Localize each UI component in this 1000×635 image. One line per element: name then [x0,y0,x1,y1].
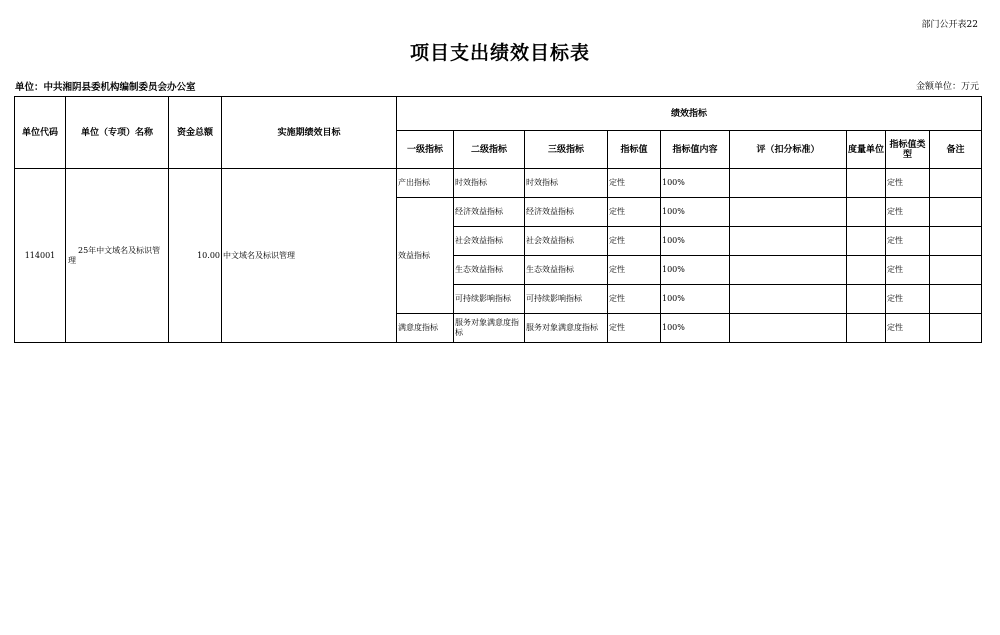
value-cell: 定性 [608,169,661,198]
header-total-funds: 资金总额 [169,97,222,169]
project-code: 114001 [15,169,66,343]
score-cell [730,169,847,198]
level3-cell: 可持续影响指标 [525,285,608,314]
amount-unit: 金额单位：万元 [915,82,979,92]
level3-cell: 服务对象满意度指标 [525,314,608,343]
page-title: 项目支出绩效目标表 [409,42,590,64]
value-cell: 定性 [608,314,661,343]
type-cell: 定性 [886,169,930,198]
measure-cell [847,198,886,227]
project-goal: 中文域名及标识管理 [222,169,397,343]
level3-cell: 社会效益指标 [525,227,608,256]
level2-cell: 经济效益指标 [454,198,525,227]
header-level2: 二级指标 [454,131,525,169]
measure-cell [847,169,886,198]
remark-cell [930,285,982,314]
type-cell: 定性 [886,285,930,314]
type-cell: 定性 [886,227,930,256]
measure-cell [847,227,886,256]
remark-cell [930,227,982,256]
form-code: 部门公开表22 [921,20,978,30]
content-cell: 100% [661,169,730,198]
table-row [15,169,982,198]
score-cell [730,256,847,285]
level1-satisfaction: 满意度指标 [397,314,454,343]
level1-effect: 效益指标 [397,198,454,314]
remark-cell [930,256,982,285]
header-content: 指标值内容 [661,131,730,169]
header-value-type: 指标值类型 [886,131,930,169]
score-cell [730,314,847,343]
header-unit-name: 单位（专项）名称 [66,97,169,169]
level1-output: 产出指标 [397,169,454,198]
level2-cell: 服务对象满意度指标 [454,314,525,343]
content-cell: 100% [661,285,730,314]
content-cell: 100% [661,227,730,256]
value-cell: 定性 [608,285,661,314]
level2-cell: 社会效益指标 [454,227,525,256]
header-level3: 三级指标 [525,131,608,169]
level3-cell: 经济效益指标 [525,198,608,227]
measure-cell [847,285,886,314]
header-goal: 实施期绩效目标 [222,97,397,169]
header-level1: 一级指标 [397,131,454,169]
project-funds: 10.00 [169,169,222,343]
project-name: 25年中文域名及标识管理 [66,169,169,343]
header-value: 指标值 [608,131,661,169]
header-measure-unit: 度量单位 [847,131,886,169]
score-cell [730,285,847,314]
header-score: 评（扣分标准） [730,131,847,169]
level2-cell: 生态效益指标 [454,256,525,285]
content-cell: 100% [661,198,730,227]
remark-cell [930,169,982,198]
type-cell: 定性 [886,256,930,285]
score-cell [730,198,847,227]
level3-cell: 生态效益指标 [525,256,608,285]
score-cell [730,227,847,256]
measure-cell [847,314,886,343]
type-cell: 定性 [886,314,930,343]
header-perf: 绩效指标 [397,97,982,131]
measure-cell [847,256,886,285]
performance-table [14,96,982,343]
remark-cell [930,198,982,227]
value-cell: 定性 [608,227,661,256]
remark-cell [930,314,982,343]
content-cell: 100% [661,256,730,285]
unit-label: 单位：中共湘阴县委机构编制委员会办公室 [15,82,196,93]
level2-cell: 时效指标 [454,169,525,198]
value-cell: 定性 [608,256,661,285]
level2-cell: 可持续影响指标 [454,285,525,314]
level3-cell: 时效指标 [525,169,608,198]
value-cell: 定性 [608,198,661,227]
header-unit-code: 单位代码 [15,97,66,169]
type-cell: 定性 [886,198,930,227]
content-cell: 100% [661,314,730,343]
header-remark: 备注 [930,131,982,169]
